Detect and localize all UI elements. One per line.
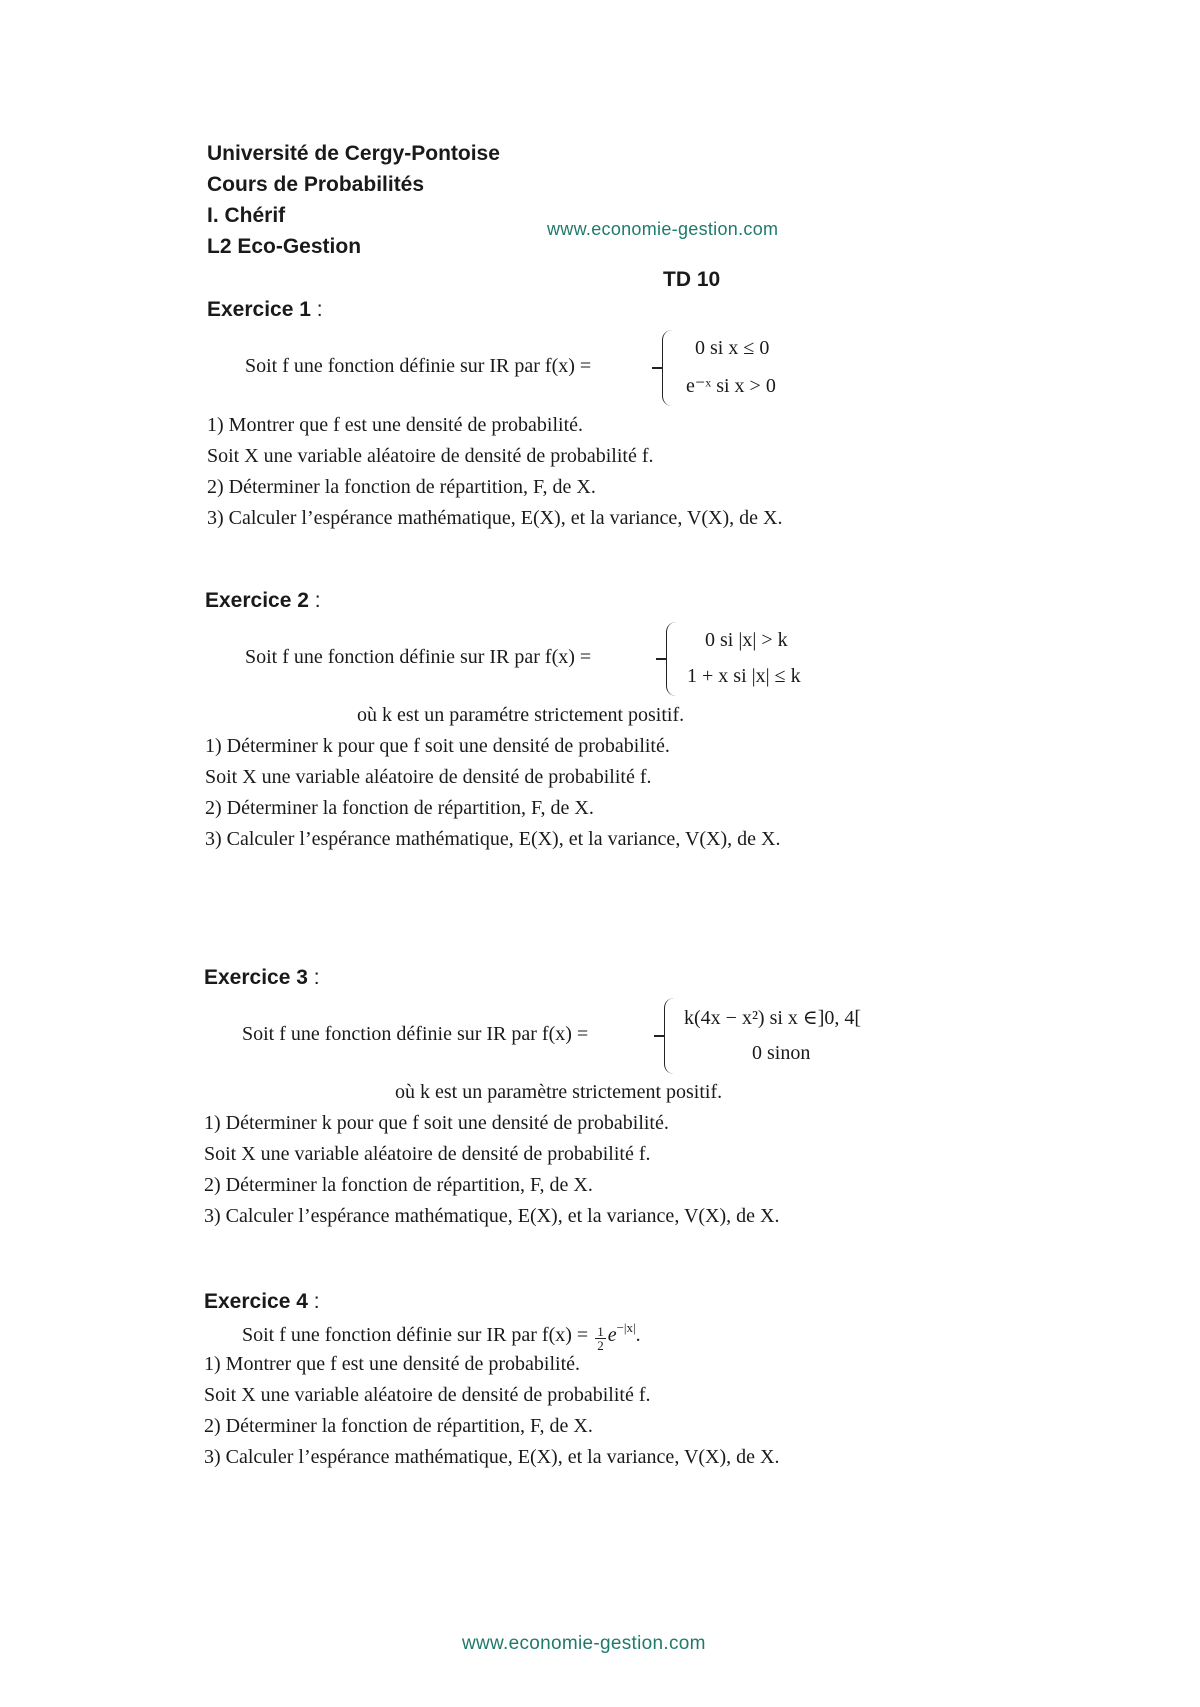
exercise-3-intro: Soit f une fonction définie sur IR par f(x) =	[242, 1023, 589, 1045]
exercise-2-line-2: Soit X une variable aléatoire de densité de probabilité f.	[205, 766, 652, 788]
exercise-3-line-2: Soit X une variable aléatoire de densité de probabilité f.	[204, 1143, 651, 1165]
exercise-3-note: où k est un paramètre strictement positif.	[395, 1081, 723, 1103]
exercise-2-line-4: 3) Calculer l’espérance mathématique, E(X), et la variance, V(X), de X.	[205, 828, 781, 850]
exercise-4-line-3: 2) Déterminer la fonction de répartition, F, de X.	[204, 1415, 593, 1437]
exercise-2-case-1: 0 si |x| > k	[705, 629, 788, 651]
level-name: L2 Eco-Gestion	[207, 235, 362, 258]
exercise-4-line-2: Soit X une variable aléatoire de densité de probabilité f.	[204, 1384, 651, 1406]
exercise-2-intro: Soit f une fonction définie sur IR par f(x) =	[245, 646, 592, 668]
one-half-fraction: $\frac{1}{2}$	[597, 1324, 604, 1353]
exercise-2-brace	[666, 622, 681, 696]
exercise-3-title: Exercice 3 :	[204, 966, 320, 989]
exercise-4-line-4: 3) Calculer l’espérance mathématique, E(X), et la variance, V(X), de X.	[204, 1446, 780, 1468]
exercise-1-line-2: Soit X une variable aléatoire de densité de probabilité f.	[207, 445, 654, 467]
exercise-1-case-1: 0 si x ≤ 0	[695, 337, 770, 359]
exercise-3-case-1: k(4x − x²) si x ∈]0, 4[	[684, 1007, 862, 1029]
exercise-2-brace-tip	[656, 658, 666, 660]
exercise-1-brace-tip	[652, 367, 662, 369]
exercise-4-line-1: 1) Montrer que f est une densité de probabilité.	[204, 1353, 580, 1375]
course-name: Cours de Probabilités	[207, 173, 425, 196]
exercise-4-title: Exercice 4 :	[204, 1290, 320, 1313]
exercise-3-brace	[664, 998, 679, 1074]
exercise-2-line-3: 2) Déterminer la fonction de répartition, F, de X.	[205, 797, 594, 819]
exercise-1-line-3: 2) Déterminer la fonction de répartition, F, de X.	[207, 476, 596, 498]
university-name: Université de Cergy-Pontoise	[207, 142, 500, 165]
exercise-2-title: Exercice 2 :	[205, 589, 321, 612]
footer-website-link[interactable]: www.economie-gestion.com	[462, 1633, 706, 1654]
exercise-1-line-4: 3) Calculer l’espérance mathématique, E(X), et la variance, V(X), de X.	[207, 507, 783, 529]
exercise-3-line-3: 2) Déterminer la fonction de répartition, F, de X.	[204, 1174, 593, 1196]
exercise-3-line-4: 3) Calculer l’espérance mathématique, E(X), et la variance, V(X), de X.	[204, 1205, 780, 1227]
header-website-link[interactable]: www.economie-gestion.com	[547, 219, 779, 239]
exercise-1-title: Exercice 1 :	[207, 298, 323, 321]
exercise-1-brace	[662, 330, 677, 406]
exercise-1-case-2: e⁻ˣ si x > 0	[686, 375, 776, 397]
exercise-1-line-1: 1) Montrer que f est une densité de probabilité.	[207, 414, 583, 436]
exercise-3-case-2: 0 sinon	[752, 1042, 811, 1064]
exercise-3-line-1: 1) Déterminer k pour que f soit une densité de probabilité.	[204, 1112, 669, 1134]
exercise-1-intro: Soit f une fonction définie sur IR par f(x) =	[245, 355, 592, 377]
exercise-2-note: où k est un paramétre strictement positif.	[357, 704, 685, 726]
exercise-2-line-1: 1) Déterminer k pour que f soit une densité de probabilité.	[205, 735, 670, 757]
exercise-2-case-2: 1 + x si |x| ≤ k	[687, 665, 801, 687]
author-name: I. Chérif	[207, 204, 286, 227]
exercise-4-intro: Soit f une fonction définie sur IR par f(x) = $\frac{1}{2}$ $e^{-|x|}$.	[242, 1320, 641, 1353]
td-number: TD 10	[663, 268, 721, 291]
exercise-3-brace-tip	[654, 1035, 664, 1037]
